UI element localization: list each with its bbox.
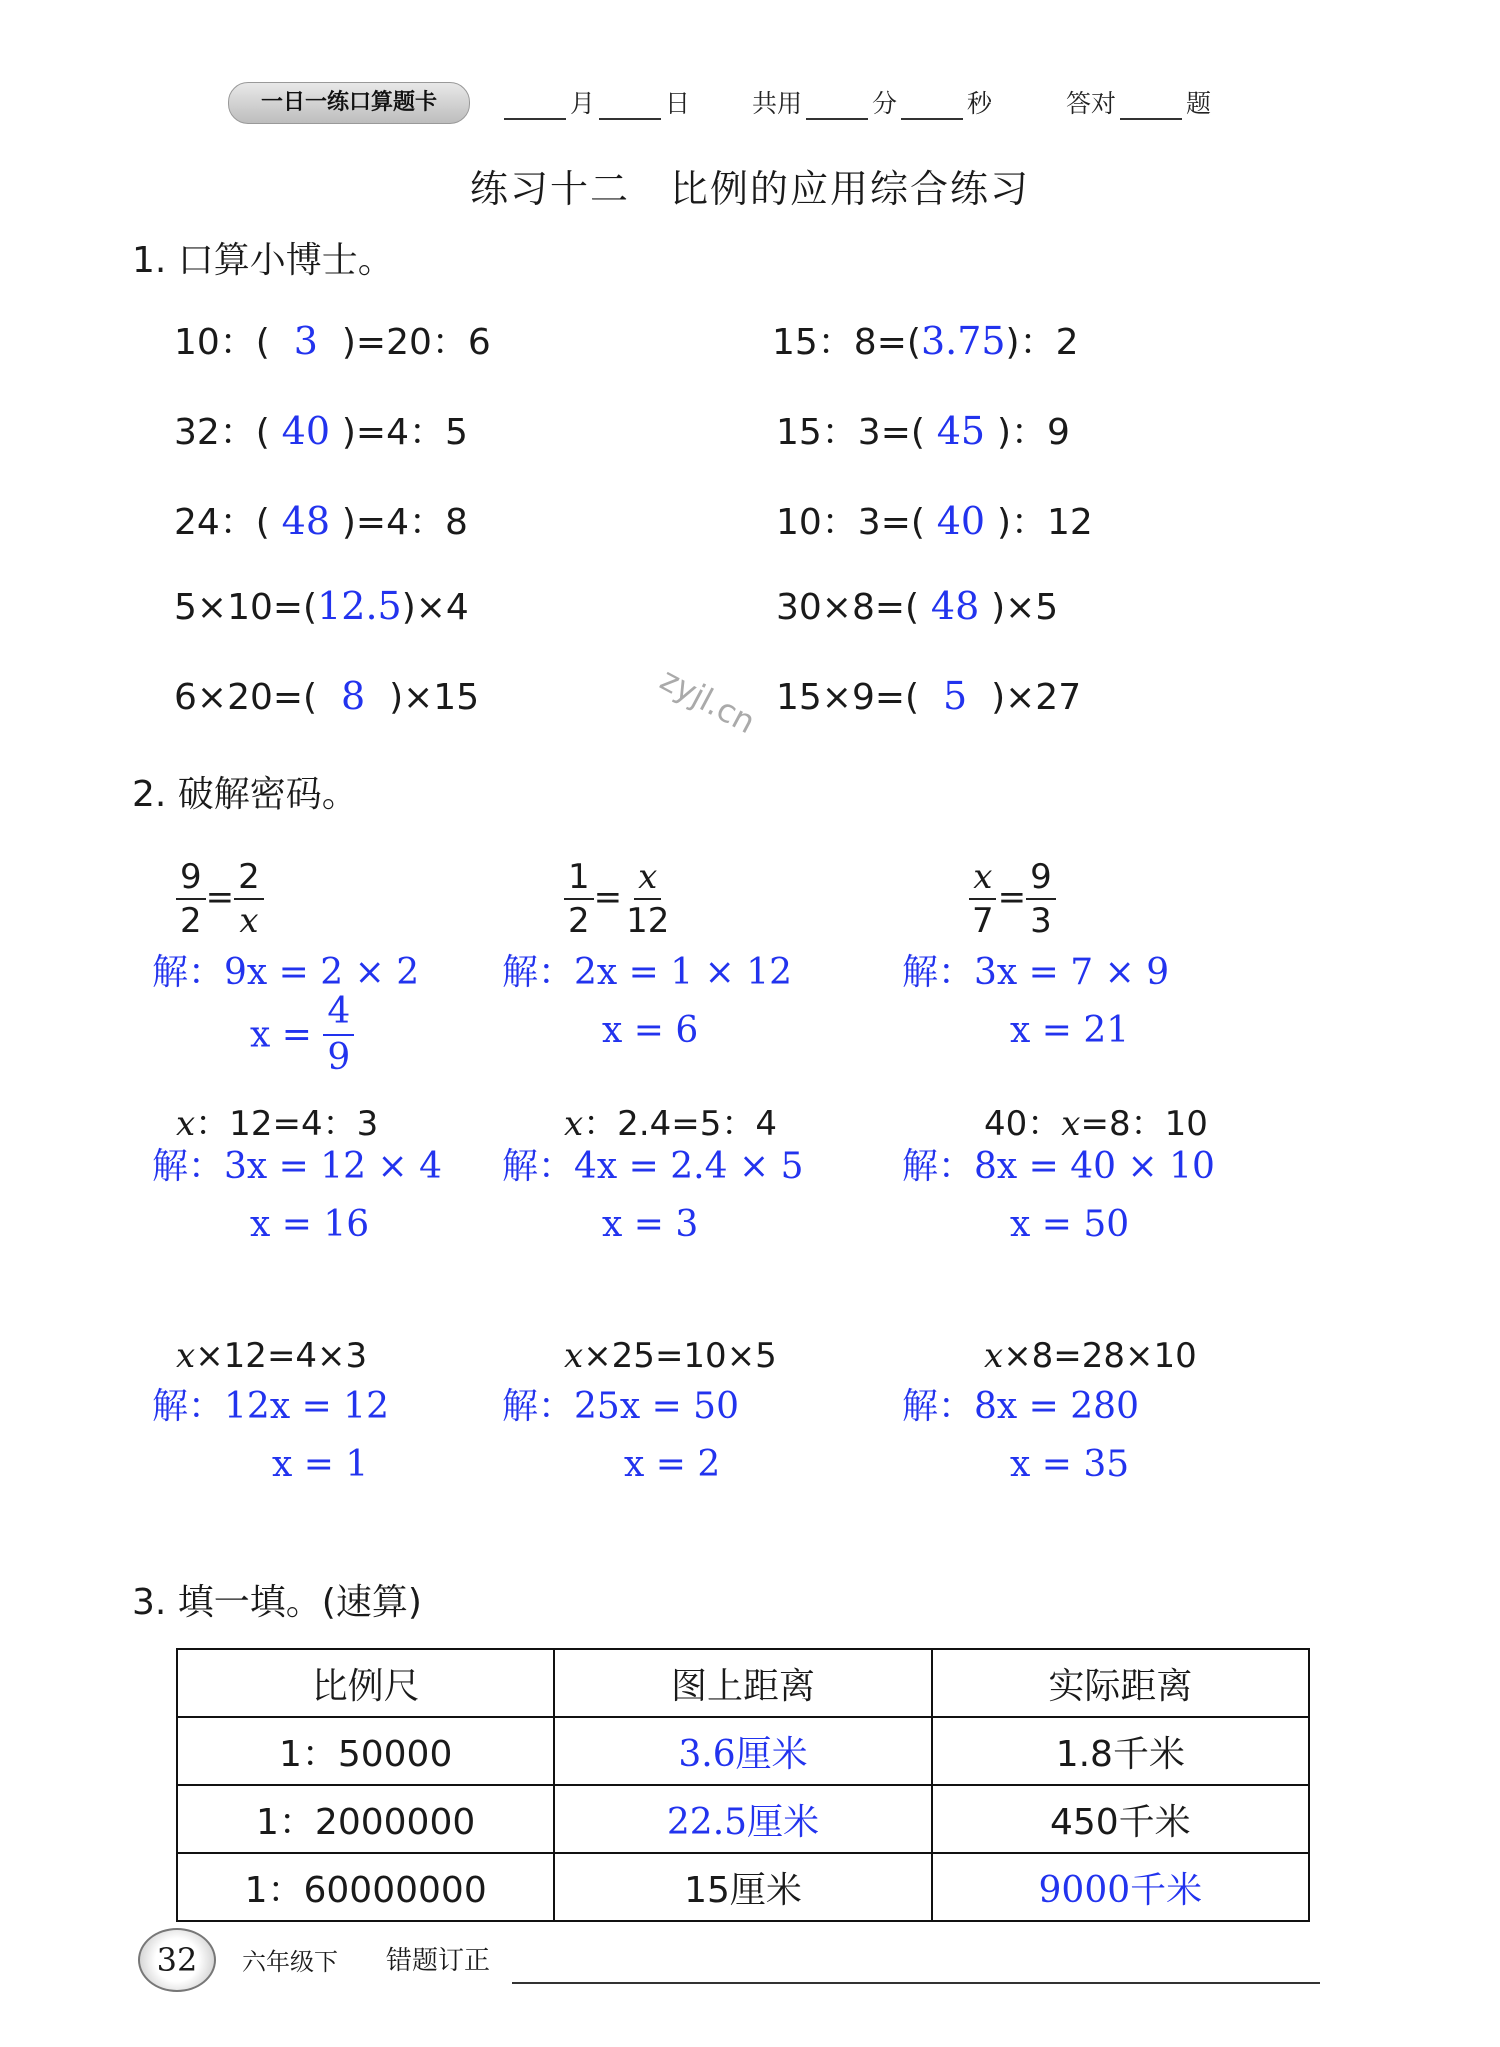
- solution-step: 解：4x = 2.4 × 5: [502, 1146, 804, 1187]
- date-field: 月 日: [500, 84, 690, 120]
- correction-label: 错题订正: [386, 1946, 491, 1976]
- column-header: 实际距离: [932, 1649, 1309, 1717]
- table-cell-answer: 9000千米: [932, 1853, 1309, 1921]
- proportion-equation: x×8=28×10: [984, 1336, 1197, 1376]
- solution-result: x = 1: [272, 1444, 369, 1485]
- scale-table: [176, 1648, 1310, 1922]
- table-row: [177, 1853, 1309, 1921]
- score-field: 答对 题: [1066, 89, 1212, 118]
- section3-heading: 3. 填一填。(速算): [132, 1582, 422, 1623]
- table-cell: 1.8千米: [932, 1717, 1309, 1785]
- q1-item: 6×20=( 8 )×15: [174, 674, 480, 718]
- minutes-blank[interactable]: [806, 94, 868, 120]
- day-blank[interactable]: [599, 94, 661, 120]
- q1-item: 15：8=(3.75)：2: [772, 319, 1079, 363]
- q1-item: 32：( 40 )=4：5: [174, 409, 468, 453]
- solution-result: x = 6: [602, 1010, 699, 1051]
- table-cell: 1：50000: [177, 1717, 554, 1785]
- solution-result: x = 50: [1010, 1204, 1130, 1245]
- q1-item: 10：( 3 )=20：6: [174, 319, 491, 363]
- solution-step: 解：2x = 1 × 12: [502, 952, 793, 993]
- proportion-equation: $\frac{1}{2}$ = $\frac{x}{12}$: [564, 860, 673, 938]
- proportion-equation: x×12=4×3: [176, 1336, 368, 1376]
- proportion-equation: x：12=4：3: [176, 1104, 379, 1144]
- proportion-equation: x×25=10×5: [564, 1336, 777, 1376]
- correction-line[interactable]: [512, 1982, 1320, 1984]
- table-cell: 1：60000000: [177, 1853, 554, 1921]
- solution-step: 解：3x = 12 × 4: [152, 1146, 443, 1187]
- q1-item: 5×10=(12.5)×4: [174, 584, 469, 628]
- table-cell: 15厘米: [554, 1853, 931, 1921]
- table-cell: 1：2000000: [177, 1785, 554, 1853]
- watermark: zyjl.cn: [654, 660, 762, 742]
- section2-heading: 2. 破解密码。: [132, 774, 358, 815]
- proportion-equation: $\frac{9}{2}$ = $\frac{2}{x}$: [176, 860, 264, 938]
- solution-step: 解：9x = 2 × 2: [152, 952, 420, 993]
- proportion-equation: $\frac{x}{7}$ = $\frac{9}{3}$: [968, 860, 1056, 938]
- q1-item: 15：3=( 45 )：9: [776, 409, 1070, 453]
- solution-step: 解：3x = 7 × 9: [902, 952, 1170, 993]
- table-cell-answer: 22.5厘米: [554, 1785, 931, 1853]
- column-header: 比例尺: [177, 1649, 554, 1717]
- q1-item: 15×9=( 5 )×27: [776, 674, 1082, 718]
- solution-step: 解：8x = 280: [902, 1386, 1139, 1427]
- time-field: 共用 分 秒: [752, 89, 993, 118]
- month-blank[interactable]: [504, 94, 566, 120]
- solution-result: x = 35: [1010, 1444, 1130, 1485]
- solution-result: x = 21: [1010, 1010, 1130, 1051]
- seconds-blank[interactable]: [901, 94, 963, 120]
- solution-result: x = 16: [250, 1204, 370, 1245]
- table-cell: 450千米: [932, 1785, 1309, 1853]
- section1-heading: 1. 口算小博士。: [132, 240, 394, 281]
- solution-result: x = 2: [624, 1444, 721, 1485]
- column-header: 图上距离: [554, 1649, 931, 1717]
- proportion-equation: x：2.4=5：4: [564, 1104, 778, 1144]
- table-row: [177, 1717, 1309, 1785]
- proportion-equation: 40：x=8：10: [984, 1104, 1208, 1144]
- page-title: 练习十二 比例的应用综合练习: [469, 167, 1030, 211]
- solution-result: x = 3: [602, 1204, 699, 1245]
- solution-step: 解：12x = 12: [152, 1386, 389, 1427]
- solution-step: 解：25x = 50: [502, 1386, 739, 1427]
- solution-step: 解：8x = 40 × 10: [902, 1146, 1215, 1187]
- table-row: [177, 1785, 1309, 1853]
- grade-label: 六年级下: [242, 1948, 338, 1976]
- page-number: 32: [138, 1928, 216, 1992]
- q1-item: 30×8=( 48 )×5: [776, 584, 1059, 628]
- q1-item: 24：( 48 )=4：8: [174, 499, 468, 543]
- table-cell-answer: 3.6厘米: [554, 1717, 931, 1785]
- correct-blank[interactable]: [1120, 94, 1182, 120]
- table-header-row: [177, 1649, 1309, 1717]
- solution-result: x = $\frac{4}{9}$: [250, 994, 354, 1076]
- card-badge: 一日一练口算题卡: [228, 82, 470, 124]
- q1-item: 10：3=( 40 )：12: [776, 499, 1093, 543]
